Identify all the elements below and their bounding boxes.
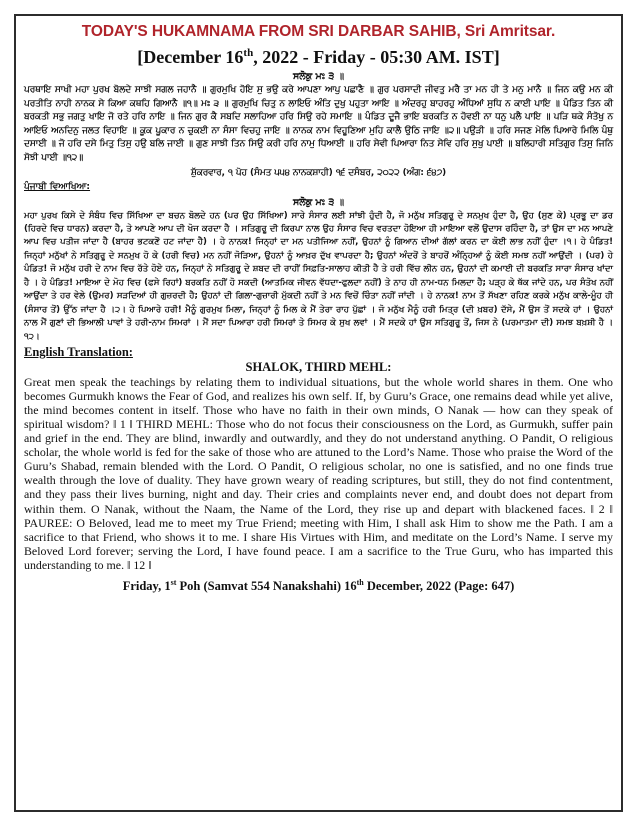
english-translation-label: English Translation: <box>24 345 133 360</box>
gurmukhi-date-line: ਸ਼ੁੱਕਰਵਾਰ, ੧ ਪੋਹ (ਸੰਮਤ ੫੫੪ ਨਾਨਕਸ਼ਾਹੀ) ੧੬ ਦਸੰਬਰ, ੨੦੨੨ (ਅੰਗ: ੬੪੭) <box>190 167 447 178</box>
footer-sup-2: th <box>356 577 364 587</box>
punjabi-vyakhya-text: ਮਹਾ ਪੁਰਖ ਕਿਸੇ ਦੇ ਸੰਬੰਧ ਵਿਚ ਸਿੱਖਿਆ ਦਾ ਬਚਨ ਬੋਲਦੇ ਹਨ (ਪਰ ਉਹ ਸਿੱਖਿਆ) ਸਾਰੇ ਸੰਸਾਰ ਲਈ ਸਾਂਝੀ ਹੁੰਦੀ ਹੈ, ਜੋ ਮਨੁੱਖ ਸਤਿਗੁਰੂ ਦੇ ਸਨਮੁਖ ਹੁੰਦਾ ਹੈ, ਉਹ (ਸੁਣ ਕੇ) ਪ੍ਰਭੂ ਦਾ ਡਰ (ਹਿਰਦੇ ਵਿਚ ਧਾਰਨ) ਕਰਦਾ ਹੈ, ਤੇ ਆਪਣੇ ਆਪ ਦੀ ਖੋਜ ਕਰਦਾ ਹੈ । ਸਤਿਗੁਰੂ ਦੀ ਕਿਰਪਾ ਨਾਲ ਉਹ ਸੰਸਾਰ ਵਿਚ ਵਰਤਦਾ ਹੋਇਆ ਹੀ ਮਾਇਆ ਵਲੋਂ ਉਦਾਸ ਰਹਿੰਦਾ ਹੈ, ਤਾਂ ਉਸ ਦਾ ਮਨ ਆਪਣੇ ਆਪ ਵਿਚ ਪਤੀਜ ਜਾਂਦਾ ਹੈ (ਬਾਹਰ ਭਟਕਣੋਂ ਹਟ ਜਾਂਦਾ ਹੈ) । ਹੇ ਨਾਨਕ! ਜਿਨ੍ਹਾਂ ਦਾ ਮਨ ਪਤੀਜਿਆ ਨਹੀਂ, ਉਹਨਾਂ ਨੂੰ ਗਿਆਨ ਦੀਆਂ ਗੱਲਾਂ ਕਰਨ ਦਾ ਕੋਈ ਲਾਭ ਨਹੀਂ ਹੁੰਦਾ ।੧। ਹੇ ਪੰਡਿਤ! ਜਿਨ੍ਹਾਂ ਮਨੁੱਖਾਂ ਨੇ ਸਤਿਗੁਰੂ ਦੇ ਸਨਮੁਖ ਹੋ ਕੇ (ਹਰੀ ਵਿਚ) ਮਨ ਨਹੀਂ ਜੋੜਿਆ, ਉਹਨਾਂ ਨੂੰ ਆਖ਼ਰ ਦੁੱਖ ਵਾਪਰਦਾ ਹੈ; ਉਹਨਾਂ ਅੰਦਰੋਂ ਤੇ ਬਾਹਰੋਂ ਅੰਨ੍ਹਿਆਂ ਨੂੰ ਕੋਈ ਸਮਝ ਨਹੀਂ ਆਉਂਦੀ । (ਪਰ) ਹੇ ਪੰਡਿਤ! ਜੋ ਮਨੁੱਖ ਹਰੀ ਦੇ ਨਾਮ ਵਿਚ ਰੱਤੇ ਹੋਏ ਹਨ, ਜਿਨ੍ਹਾਂ ਨੇ ਸਤਿਗੁਰੂ ਦੇ ਸ਼ਬਦ ਦੀ ਰਾਹੀਂ ਸਿਫ਼ਤਿ-ਸਾਲਾਹ ਕੀਤੀ ਹੈ ਤੇ ਹਰੀ ਵਿੱਚ ਲੀਨ ਹਨ, ਉਹਨਾਂ ਦੀ ਕਮਾਈ ਦੀ ਬਰਕਤਿ ਸਾਰਾ ਸੰਸਾਰ ਖਾਂਦਾ ਹੈ । ਹੇ ਪੰਡਿਤ! ਮਾਇਆ ਦੇ ਮੋਹ ਵਿਚ (ਫਸੇ ਰਿਹਾਂ) ਬਰਕਤਿ ਨਹੀਂ ਹੋ ਸਕਦੀ (ਆਤਮਿਕ ਜੀਵਨ ਵੱਧਦਾ-ਫੁਲਦਾ ਨਹੀਂ) ਤੇ ਨਾਹ ਹੀ ਨਾਮ-ਧਨ ਮਿਲਦਾ ਹੈ; ਪੜ੍ਹ ਕੇ ਥੱਕ ਜਾਂਦੇ ਹਨ, ਪਰ ਸੰਤੋਖ ਨਹੀਂ ਆਉਂਦਾ ਤੇ ਹਰ ਵੇਲੇ (ਉਮਰ) ਸੜਦਿਆਂ ਹੀ ਗੁਜ਼ਰਦੀ ਹੈ; ਉਹਨਾਂ ਦੀ ਗਿਲਾ-ਗੁਜ਼ਾਰੀ ਮੁੱਕਦੀ ਨਹੀਂ ਤੇ ਮਨ ਵਿਚੋਂ ਚਿੰਤਾ ਨਹੀਂ ਜਾਂਦੀ । ਹੇ ਨਾਨਕ! ਨਾਮ ਤੋਂ ਸੱਖਣਾ ਰਹਿਣ ਕਰਕੇ ਮਨੁੱਖ ਕਾਲੇ-ਮੂੰਹ ਹੀ (ਸੰਸਾਰ ਤੋਂ) ਉੱਠ ਜਾਂਦਾ ਹੈ ।੨। ਹੇ ਪਿਆਰੇ ਹਰੀ! ਮੈਨੂੰ ਗੁਰਮੁਖ ਮਿਲਾ, ਜਿਨ੍ਹਾਂ ਨੂੰ ਮਿਲ ਕੇ ਮੈਂ ਤੇਰਾ ਰਾਹ ਪੁੱਛਾਂ । ਜੋ ਮਨੁੱਖ ਮੈਨੂੰ ਹਰੀ ਮਿਤ੍ਰ (ਦੀ ਖ਼ਬਰ) ਦੱਸੇ, ਮੈਂ ਉਸ ਤੋਂ ਸਦਕੇ ਹਾਂ । ਉਹਨਾਂ ਨਾਲ ਮੈਂ ਗੁਣਾਂ ਦੀ ਭਿਆਲੀ ਪਾਵਾਂ ਤੇ ਹਰੀ-ਨਾਮ ਸਿਮਰਾਂ । ਮੈਂ ਸਦਾ ਪਿਆਰਾ ਹਰੀ ਸਿਮਰਾਂ ਤੇ ਸਿਮਰ ਕੇ ਸੁਖ ਲਵਾਂ । ਮੈਂ ਸਦਕੇ ਹਾਂ ਉਸ ਸਤਿਗੁਰੂ ਤੋਂ, ਜਿਸ ਨੇ (ਪਰਮਾਤਮਾ ਦੀ) ਸਮਝ ਬਖ਼ਸ਼ੀ ਹੈ ।੧੨। <box>24 210 613 342</box>
vyakhya-heading: ਸਲੋਕੁ ਮਃ ੩ ॥ <box>292 196 345 208</box>
gurbani-heading: ਸਲੋਕੁ ਮਃ ੩ ॥ <box>292 71 345 82</box>
hukamnama-page <box>14 14 623 812</box>
footer-part-2: Poh (Samvat 554 Nanakshahi) 16 <box>176 578 357 593</box>
footer-part-3: December, 2022 (Page: 647) <box>363 578 515 593</box>
date-header <box>24 42 613 68</box>
page-title: TODAY'S HUKAMNAMA FROM SRI DARBAR SAHIB, Sri Amritsar. <box>81 23 556 40</box>
footer-date <box>24 575 613 594</box>
date-suffix: th <box>243 47 254 59</box>
english-translation-text: Great men speak the teachings by relating them to individual situations, but the whole world shares in them. One who becomes Gurmukh knows the Fear of God, and realizes his own self. If, by Guru’s Grace, one remains dead while yet alive, the mind becomes content in itself. Those who have no faith in their own minds, O Nanak — how can they speak of spiritual wisdom? ‖ 1 ‖ THIRD MEHL: Those who do not focus their consciousness on the Lord, as Gurmukh, suffer pain and grief in the end. They are blind, inwardly and outwardly, and they do not understand anything. O Pandit, O religious scholar, the whole world is fed for the sake of those who are attuned to the Lord’s Name. Those who praise the Word of the Guru’s Shabad, remain blended with the Lord. O Pandit, O religious scholar, no one is satisfied, and no one finds true wealth through the love of duality. They have grown weary of reading scriptures, but still, they do not find contentment, and they pass their lives burning, night and day. Their cries and complaints never end, and doubt does not depart from within them. O Nanak, without the Naam, the Name of the Lord, they rise up and depart with blackened faces. ‖ 2 ‖ PAUREE: O Beloved, lead me to meet my True Friend; meeting with Him, I shall ask Him to show me the Path. I am a sacrifice to that Friend, who shows it to me. I share His Virtues with Him, and meditate on the Lord’s Name. I serve my Beloved Lord forever; serving the Lord, I have found peace. I am a sacrifice to the True Guru, who has imparted this understanding to me. ‖ 12 ‖ <box>24 375 613 572</box>
punjabi-vyakhya-label: ਪੰਜਾਬੀ ਵਿਆਖਿਆ: <box>24 181 91 192</box>
footer-part-1: Friday, 1 <box>122 578 171 593</box>
english-heading: SHALOK, THIRD MEHL: <box>245 360 392 375</box>
gurbani-text: ਪਰਥਾਇ ਸਾਖੀ ਮਹਾ ਪੁਰਖ ਬੋਲਦੇ ਸਾਝੀ ਸਗਲ ਜਹਾਨੈ ॥ ਗੁਰਮੁਖਿ ਹੋਇ ਸੁ ਭਉ ਕਰੇ ਆਪਣਾ ਆਪੁ ਪਛਾਣੈ ॥ ਗੁਰ ਪਰਸਾਦੀ ਜੀਵਤੁ ਮਰੈ ਤਾ ਮਨ ਹੀ ਤੇ ਮਨੁ ਮਾਨੈ ॥ ਜਿਨ ਕਉ ਮਨ ਕੀ ਪਰਤੀਤਿ ਨਾਹੀ ਨਾਨਕ ਸੇ ਕਿਆ ਕਥਹਿ ਗਿਆਨੈ ॥੧॥ ਮਃ ੩ ॥ ਗੁਰਮੁਖਿ ਚਿਤੁ ਨ ਲਾਇਓ ਅੰਤਿ ਦੁਖੁ ਪਹੁਤਾ ਆਇ ॥ ਅੰਦਰਹੁ ਬਾਹਰਹੁ ਅੰਧਿਆਂ ਸੁਧਿ ਨ ਕਾਈ ਪਾਇ ॥ ਪੰਡਿਤ ਤਿਨ ਕੀ ਬਰਕਤੀ ਸਭੁ ਜਗਤੁ ਖਾਇ ਜੋ ਰਤੇ ਹਰਿ ਨਾਇ ॥ ਜਿਨ ਗੁਰ ਕੈ ਸਬਦਿ ਸਲਾਹਿਆ ਹਰਿ ਸਿਉ ਰਹੇ ਸਮਾਇ ॥ ਪੰਡਿਤ ਦੂਜੈ ਭਾਇ ਬਰਕਤਿ ਨ ਹੋਵਈ ਨਾ ਧਨੁ ਪਲੈ ਪਾਇ ॥ ਪੜਿ ਥਕੇ ਸੰਤੋਖੁ ਨ ਆਇਓ ਅਨਦਿਨੁ ਜਲਤ ਵਿਹਾਇ ॥ ਕੂਕ ਪੂਕਾਰ ਨ ਚੁਕਈ ਨਾ ਸੰਸਾ ਵਿਚਹੁ ਜਾਇ ॥ ਨਾਨਕ ਨਾਮ ਵਿਹੂਣਿਆ ਮੁਹਿ ਕਾਲੈ ਉਠਿ ਜਾਇ ॥੨॥ ਪਉੜੀ ॥ ਹਰਿ ਸਜਣ ਮੇਲਿ ਪਿਆਰੇ ਮਿਲਿ ਪੰਥੁ ਦਸਾਈ ॥ ਜੋ ਹਰਿ ਦਸੇ ਮਿਤੁ ਤਿਸੁ ਹਉ ਬਲਿ ਜਾਈ ॥ ਗੁਣ ਸਾਝੀ ਤਿਨ ਸਿਉ ਕਰੀ ਹਰਿ ਨਾਮੁ ਧਿਆਈ ॥ ਹਰਿ ਸੇਵੀ ਪਿਆਰਾ ਨਿਤ ਸੇਵਿ ਹਰਿ ਸੁਖੁ ਪਾਈ ॥ ਬਲਿਹਾਰੀ ਸਤਿਗੁਰ ਤਿਸੁ ਜਿਨਿ ਸੋਝੀ ਪਾਈ ॥੧੨॥ <box>24 85 613 163</box>
footer-sup-1: st <box>170 577 177 587</box>
date-part-1: [December 16 <box>137 47 244 67</box>
date-part-2: , 2022 - Friday - 05:30 AM. IST] <box>253 47 500 67</box>
